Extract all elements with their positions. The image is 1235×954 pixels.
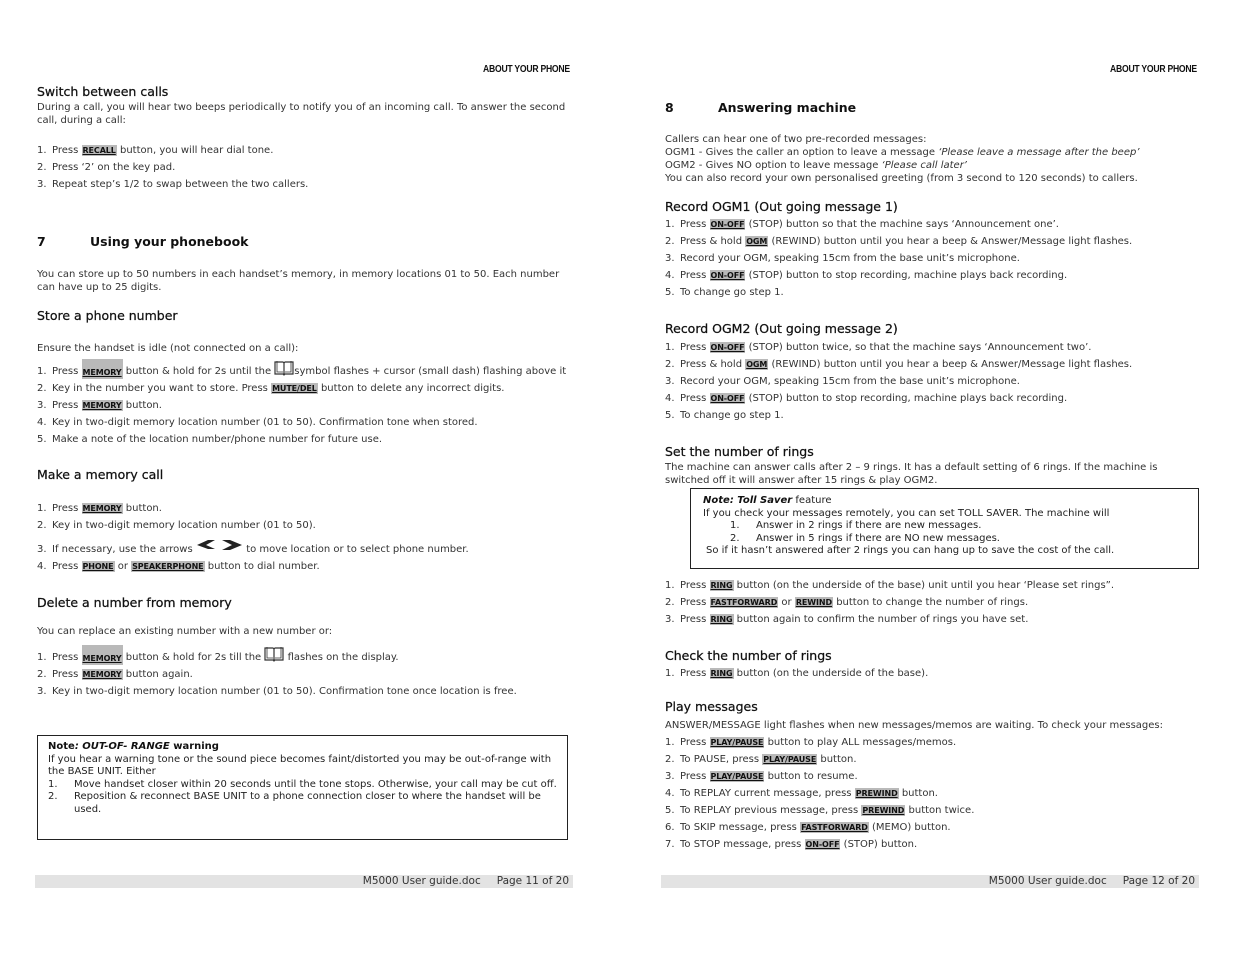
chapter-title: Using your phonebook (90, 234, 249, 249)
list-item (665, 341, 1091, 354)
text: (REWIND) button until you hear a beep & Answer/Message light flashes. (768, 236, 1133, 247)
key-label: MEMORY (82, 504, 122, 513)
key-label: ON-OFF (710, 220, 745, 229)
text: to move location or to select phone number. (246, 544, 469, 555)
list-item (665, 286, 784, 299)
list-item (665, 804, 974, 817)
text: Repeat step’s 1/2 to swap between the two callers. (52, 179, 309, 190)
list-item (665, 736, 956, 749)
list-number: 4. (37, 417, 47, 428)
list-item (665, 596, 1028, 609)
list-number: 3. (665, 771, 675, 782)
key-label: PREWIND (855, 789, 898, 798)
text: button & hold for 2s till the (122, 652, 265, 663)
text: or (114, 561, 132, 572)
list-number: 5. (665, 287, 675, 298)
list-item (665, 358, 1132, 371)
text: Press (52, 145, 82, 156)
list-number: 3. (37, 400, 47, 411)
text: button. (122, 400, 162, 411)
quote: ‘Please call later’ (881, 160, 967, 171)
text: symbol flashes + cursor (small dash) flashing above it (294, 366, 567, 377)
text: button, you will hear dial tone. (116, 145, 274, 156)
list-number: 1. (665, 219, 675, 230)
text: Make a note of the location number/phone number for future use. (52, 434, 383, 445)
list-number: 7. (665, 839, 675, 850)
note-item (48, 791, 557, 816)
list-number: 2. (665, 754, 675, 765)
list-item (37, 433, 382, 446)
chapter-number: 7 (37, 234, 46, 249)
list-number: 3. (37, 179, 47, 190)
paragraph: The machine can answer calls after 2 – 9 rings. It has a default setting of 6 rings. If the machine is switched off it will answer after 15 rings & play OGM2. (665, 462, 1158, 486)
text: (MEMO) button. (868, 822, 951, 833)
paragraph: ANSWER/MESSAGE light flashes when new messages/memos are waiting. To check your messages: (665, 720, 1164, 731)
list-item (37, 560, 320, 573)
text: button to resume. (764, 771, 858, 782)
text: (STOP) button to stop recording, machine plays back recording. (745, 393, 1068, 404)
list-item (665, 252, 1020, 265)
phonebook-icon (264, 646, 284, 666)
key-label: PREWIND (862, 806, 905, 815)
list-item (665, 770, 858, 783)
text: Move handset closer within 20 seconds until the tone stops. Otherwise, your call may be cut off. (74, 778, 557, 790)
text: To REPLAY current message, press (680, 788, 855, 799)
text: button again to confirm the number of rings you have set. (733, 614, 1029, 625)
list-item (665, 579, 1114, 592)
list-item (665, 375, 1020, 388)
list-number: 1. (730, 520, 740, 531)
list-item (665, 821, 951, 834)
chapter-title: Answering machine (718, 100, 857, 115)
note-item (703, 533, 1188, 546)
list-item (665, 787, 938, 800)
text: Answer in 5 rings if there are NO new messages. (756, 532, 1000, 544)
text: If necessary, use the arrows (52, 544, 193, 555)
key-label: MEMORY (82, 359, 123, 379)
note-label: Note (703, 495, 730, 506)
text: button to dial number. (204, 561, 320, 572)
key-label: MEMORY (82, 670, 122, 679)
section-heading: Set the number of rings (665, 444, 814, 459)
quote: ‘Please leave a message after the beep’ (938, 147, 1140, 158)
list-number: 2. (48, 791, 58, 802)
list-number: 2. (37, 520, 47, 531)
text: To STOP message, press (680, 839, 805, 850)
note-title (703, 495, 1188, 508)
text: Press (680, 342, 710, 353)
section-heading: Play messages (665, 699, 758, 714)
list-item (37, 382, 504, 395)
page-right (628, 0, 1235, 954)
list-number: 2. (37, 162, 47, 173)
list-number: 3. (37, 686, 47, 697)
list-item (665, 667, 928, 680)
list-item (37, 502, 162, 515)
list-item (665, 218, 1059, 231)
arrow-left-icon (196, 540, 216, 556)
list-item (665, 235, 1132, 248)
key-label: RECALL (82, 146, 116, 155)
note-body: If you check your messages remotely, you can set TOLL SAVER. The machine will (703, 507, 1110, 519)
list-number: 1. (665, 580, 675, 591)
section-heading: Record OGM2 (Out going message 2) (665, 321, 898, 336)
text: Press (52, 652, 82, 663)
list-item (37, 668, 193, 681)
text: To REPLAY previous message, press (680, 805, 862, 816)
list-number: 4. (665, 788, 675, 799)
list-number: 1. (37, 503, 47, 514)
text: Press (680, 614, 710, 625)
list-item (37, 540, 469, 556)
footer-page-number: Page 11 of 20 (496, 875, 569, 887)
text: button & hold for 2s until the (122, 366, 275, 377)
text: Press (52, 503, 82, 514)
list-number: 1. (37, 652, 47, 663)
list-item (37, 144, 273, 157)
list-item (665, 613, 1028, 626)
text: Key in two-digit memory location number (01 to 50). Confirmation tone once location is free. (52, 686, 517, 697)
key-label: PLAY/PAUSE (763, 755, 817, 764)
page-footer (661, 875, 1199, 888)
text: Press & hold (680, 236, 746, 247)
list-item (665, 269, 1067, 282)
text: (STOP) button to stop recording, machine plays back recording. (745, 270, 1068, 281)
list-number: 2. (730, 532, 740, 544)
page-footer (35, 875, 573, 888)
text: (STOP) button. (840, 839, 918, 850)
text: Press (680, 737, 710, 748)
key-label: RING (710, 669, 733, 678)
list-number: 1. (37, 145, 47, 156)
note-item (48, 779, 557, 792)
chapter-heading (665, 100, 856, 115)
list-item (37, 685, 517, 698)
text: Press (680, 580, 710, 591)
list-number: 3. (37, 544, 47, 555)
key-label: MEMORY (82, 401, 122, 410)
note-title-rest: warning (169, 741, 219, 752)
text: Key in two-digit memory location number (01 to 50). (52, 520, 316, 531)
key-label: MEMORY (82, 645, 123, 665)
text-line: Callers can hear one of two pre-recorded messages: (665, 134, 927, 145)
list-item (37, 645, 399, 666)
text: Press (680, 393, 710, 404)
note-title-italic: OUT-OF- RANGE (78, 741, 170, 752)
text: button to delete any incorrect digits. (317, 383, 505, 394)
text: button (on the underside of the base) unit until you hear ‘Please set rings”. (733, 580, 1115, 591)
list-number: 6. (665, 822, 675, 833)
key-label: PHONE (82, 562, 114, 571)
paragraph: During a call, you will hear two beeps periodically to notify you of an incoming call. To answer the second call, during a call: (37, 102, 566, 126)
page-left (0, 0, 600, 954)
list-number: 4. (665, 270, 675, 281)
list-number: 2. (37, 669, 47, 680)
list-number: 3. (665, 376, 675, 387)
key-label: PLAY/PAUSE (710, 738, 764, 747)
key-label: PLAY/PAUSE (710, 772, 764, 781)
text: OGM2 - Gives NO option to leave message (665, 160, 882, 171)
text-line (665, 159, 1225, 172)
section-heading: Check the number of rings (665, 648, 832, 663)
text: Press (52, 669, 82, 680)
page-header: ABOUT YOUR PHONE (1110, 63, 1197, 75)
list-number: 4. (37, 561, 47, 572)
list-number: 5. (665, 410, 675, 421)
text: Key in two-digit memory location number (01 to 50). Confirmation tone when stored. (52, 417, 478, 428)
text: Press ‘2’ on the key pad. (52, 162, 176, 173)
note-box (37, 735, 568, 840)
chapter-number: 8 (665, 100, 674, 115)
list-item (665, 753, 857, 766)
list-number: 5. (665, 805, 675, 816)
phonebook-icon (274, 360, 294, 380)
key-label: FASTFORWARD (710, 598, 778, 607)
footer-doc-name: M5000 User guide.doc (988, 875, 1107, 887)
list-item (37, 519, 316, 532)
text: Press (680, 219, 710, 230)
list-number: 5. (37, 434, 47, 445)
note-title-rest: feature (792, 495, 832, 506)
key-label: OGM (746, 360, 768, 369)
text: (STOP) button twice, so that the machine says ‘Announcement two’. (745, 342, 1092, 353)
text: Press & hold (680, 359, 746, 370)
footer-doc-name: M5000 User guide.doc (362, 875, 481, 887)
paragraph: You can store up to 50 numbers in each handset’s memory, in memory locations 01 to 50. Each number can have up to 25 digits. (37, 269, 560, 293)
key-label: SPEAKERPHONE (132, 562, 204, 571)
key-label: ON-OFF (710, 394, 745, 403)
text: button. (122, 503, 162, 514)
key-label: RING (710, 581, 733, 590)
text: button again. (122, 669, 193, 680)
section-heading: Record OGM1 (Out going message 1) (665, 199, 898, 214)
section-heading: Delete a number from memory (37, 595, 232, 610)
list-item (665, 838, 917, 851)
list-number: 1. (48, 778, 58, 790)
list-item (37, 161, 175, 174)
arrow-right-icon (219, 540, 243, 556)
text: Press (680, 597, 710, 608)
text: Press (680, 668, 710, 679)
text: Press (52, 561, 82, 572)
text: flashes on the display. (284, 652, 399, 663)
list-number: 1. (665, 737, 675, 748)
text: Press (52, 366, 82, 377)
section-heading: Make a memory call (37, 467, 164, 482)
paragraph: Ensure the handset is idle (not connected on a call): (37, 343, 299, 354)
section-heading: Switch between calls (37, 84, 169, 99)
note-colon: : (74, 741, 79, 752)
note-title-italic: : Toll Saver (729, 495, 793, 506)
key-label: OGM (746, 237, 768, 246)
key-label: RING (710, 615, 733, 624)
paragraph: You can replace an existing number with a new number or: (37, 626, 333, 637)
key-label: REWIND (795, 598, 833, 607)
key-label: MUTE/DEL (272, 384, 317, 393)
footer-page-number: Page 12 of 20 (1122, 875, 1195, 887)
note-tail: So if it hasn’t answered after 2 rings you can hang up to save the cost of the call. (706, 545, 1115, 556)
note-box (690, 488, 1199, 569)
text: button to play ALL messages/memos. (764, 737, 957, 748)
text: button (on the underside of the base). (733, 668, 929, 679)
section-heading: Store a phone number (37, 308, 178, 323)
list-number: 3. (665, 253, 675, 264)
text: Key in the number you want to store. Press (52, 383, 272, 394)
key-label: ON-OFF (710, 271, 745, 280)
chapter-heading (37, 234, 248, 249)
note-body: If you hear a warning tone or the sound piece becomes faint/distorted you may be out-of-range with the BASE UNIT. Either (48, 753, 552, 777)
key-label: ON-OFF (710, 343, 745, 352)
text-line (665, 146, 1225, 159)
list-number: 1. (665, 668, 675, 679)
note-title (48, 741, 557, 754)
text: To change go step 1. (680, 287, 784, 298)
text: button. (817, 754, 857, 765)
list-number: 2. (665, 597, 675, 608)
list-item (37, 178, 308, 191)
text: button to change the number of rings. (833, 597, 1029, 608)
list-item (37, 359, 566, 380)
list-number: 1. (665, 342, 675, 353)
text: Record your OGM, speaking 15cm from the base unit’s microphone. (680, 253, 1020, 264)
list-item (665, 392, 1067, 405)
text: Record your OGM, speaking 15cm from the base unit’s microphone. (680, 376, 1020, 387)
text-line: You can also record your own personalised greeting (from 3 second to 120 seconds) to callers. (665, 173, 1138, 184)
list-item (37, 416, 478, 429)
text: To SKIP message, press (680, 822, 801, 833)
list-number: 1. (37, 366, 47, 377)
paragraph (665, 133, 1225, 185)
text: Reposition & reconnect BASE UNIT to a phone connection closer to where the handset will be used. (74, 791, 541, 815)
list-item (665, 409, 784, 422)
text: To PAUSE, press (680, 754, 763, 765)
list-number: 3. (665, 614, 675, 625)
key-label: FASTFORWARD (801, 823, 868, 832)
text: OGM1 - Gives the caller an option to leave a message (665, 147, 939, 158)
page-header: ABOUT YOUR PHONE (483, 63, 570, 75)
text: To change go step 1. (680, 410, 784, 421)
text: Press (680, 771, 710, 782)
list-number: 2. (37, 383, 47, 394)
key-label: ON-OFF (805, 840, 840, 849)
list-item (37, 399, 162, 412)
list-number: 2. (665, 236, 675, 247)
note-label: Note (48, 741, 75, 752)
text: (STOP) button so that the machine says ‘Announcement one’. (745, 219, 1059, 230)
text: or (778, 597, 795, 608)
list-number: 4. (665, 393, 675, 404)
text: Press (52, 400, 82, 411)
list-number: 2. (665, 359, 675, 370)
text: Press (680, 270, 710, 281)
text: (REWIND) button until you hear a beep & Answer/Message light flashes. (768, 359, 1133, 370)
text: button twice. (905, 805, 975, 816)
text: Answer in 2 rings if there are new messages. (756, 520, 982, 531)
text: button. (898, 788, 938, 799)
note-item (703, 520, 1188, 533)
